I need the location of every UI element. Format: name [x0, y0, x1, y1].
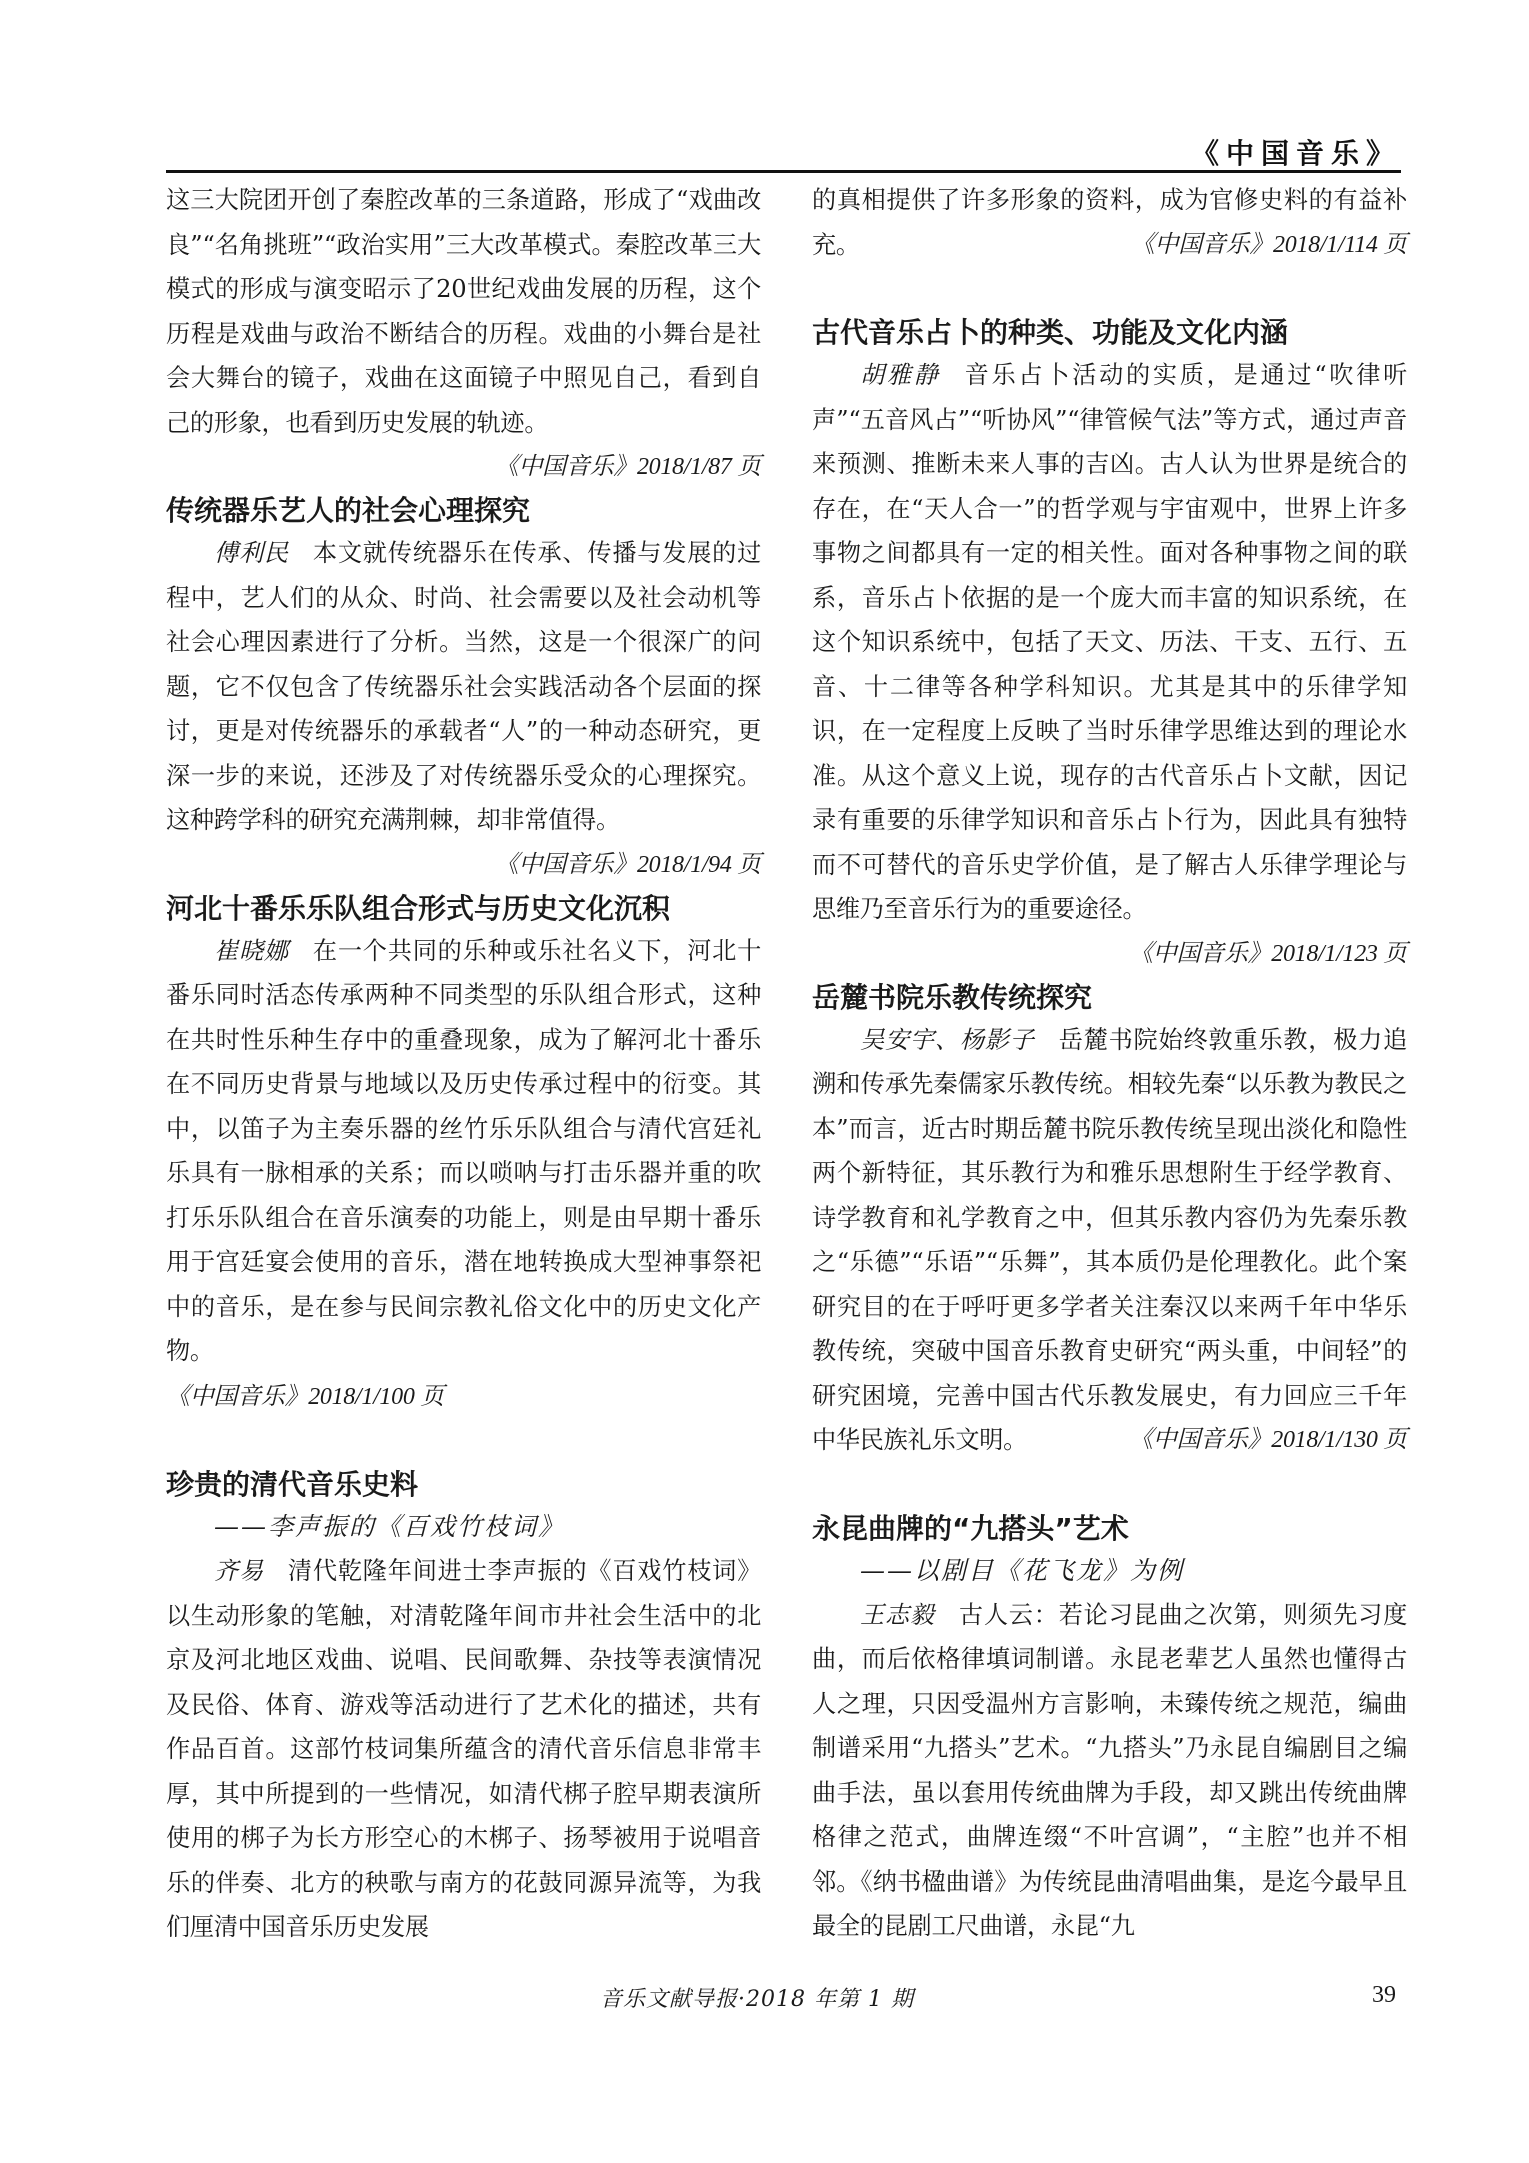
article-title: 古代音乐占卜的种类、功能及文化内涵	[812, 316, 1289, 349]
article-author: 王志毅	[860, 1600, 935, 1629]
article-title: 永昆曲牌的“九搭头”艺术	[812, 1511, 1129, 1545]
article-author: 傅利民	[214, 539, 289, 567]
footer-journal-issue: 音乐文献导报·2018 年第 1 期	[600, 1987, 914, 2012]
article-body	[166, 178, 761, 480]
journal-header: 《中国音乐》	[1190, 137, 1401, 170]
article-source: 《中国音乐》2018/1/130 页	[1129, 1427, 1407, 1453]
article-source: 《中国音乐》2018/1/94 页	[494, 851, 761, 878]
article	[812, 313, 1407, 967]
article-source-line	[166, 1374, 761, 1420]
header-rule	[166, 170, 1401, 173]
article-body	[166, 1549, 761, 1950]
article-body	[812, 353, 1407, 967]
article-text: 本文就传统器乐在传承、传播与发展的过程中，艺人们的从众、时尚、社会需要以及社会动机等社会心理因素进行了分析。当然，这是一个很深广的问题，它不仅包含了传统器乐社会实践活动各个层面的探讨，更是对传统器乐的承载者“人”的一种动态研究，更深一步的来说，还涉及了对传统器乐受众的心理探究。这种跨学科的研究充满荆棘，却非常值得。	[166, 539, 761, 834]
article-subtitle: ——以剧目《花飞龙》为例	[860, 1555, 1185, 1585]
article-author: 吴安宇、杨影子	[860, 1025, 1035, 1054]
continuation-article	[812, 178, 1407, 267]
article-title: 岳麓书院乐教传统探究	[812, 980, 1093, 1014]
article-author: 崔晓娜	[214, 936, 289, 965]
article-body	[812, 1593, 1407, 1949]
article-body	[166, 531, 761, 878]
article-text: 在一个共同的乐种或乐社名义下，河北十番乐同时活态传承两种不同类型的乐队组合形式，这种在共时性乐种生存中的重叠现象，成为了解河北十番乐在不同历史背景与地域以及历史传承过程中的衍变。其中，以笛子为主奏乐器的丝竹乐乐队组合与清代宫廷礼乐具有一脉相承的关系；而以唢呐与打击乐器并重的吹打乐乐队组合在音乐演奏的功能上，则是由早期十番乐用于宫廷宴会使用的音乐，潜在地转换成大型神事祭祀中的音乐，是在参与民间宗教礼俗文化中的历史文化产物。	[166, 936, 761, 1365]
page-number: 39	[1372, 1982, 1396, 2008]
article	[812, 1509, 1407, 1949]
article	[166, 889, 761, 1420]
article-text: 清代乾隆年间进士李声振的《百戏竹枝词》以生动形象的笔触，对清乾隆年间市井社会生活中的北京及河北地区戏曲、说唱、民间歌舞、杂技等表演情况及民俗、体育、游戏等活动进行了艺术化的描述，共有作品百首。这部竹枝词集所蕴含的清代音乐信息非常丰厚，其中所提到的一些情况，如清代梆子腔早期表演所使用的梆子为长方形空心的木梆子、扬琴被用于说唱音乐的伴奏、北方的秧歌与南方的花鼓同源异流等，为我们厘清中国音乐历史发展	[166, 1557, 761, 1941]
article-source: 《中国音乐》2018/1/123 页	[1129, 940, 1407, 967]
article-author: 胡雅静	[860, 361, 941, 389]
article-text: 音乐占卜活动的实质，是通过“吹律听声”“五音风占”“听协风”“律管候气法”等方式，通过声音来预测、推断未来人事的吉凶。古人认为世界是统合的存在，在“天人合一”的哲学观与宇宙观中，世界上许多事物之间都具有一定的相关性。面对各种事物之间的联系，音乐占卜依据的是一个庞大而丰富的知识系统，在这个知识系统中，包括了天文、历法、干支、五行、五音、十二律等各种学科知识。尤其是其中的乐律学知识，在一定程度上反映了当时乐律学思维达到的理论水准。从这个意义上说，现存的古代音乐占卜文献，因记录有重要的乐律学知识和音乐占卜行为，因此具有独特而不可替代的音乐史学价值，是了解古人乐律学理论与思维乃至音乐行为的重要途径。	[812, 361, 1407, 923]
article	[166, 491, 761, 878]
article-text: 岳麓书院始终敦重乐教，极力追溯和传承先秦儒家乐教传统。相较先秦“以乐教为教民之本”而言，近古时期岳麓书院乐教传统呈现出淡化和隐性两个新特征，其乐教行为和雅乐思想附生于经学教育、诗学教育和礼学教育之中，但其乐教内容仍为先秦乐教之“乐德”“乐语”“乐舞”，其本质仍是伦理教化。此个案研究目的在于呼吁更多学者关注秦汉以来两千年中华乐教传统，突破中国音乐教育史研究“两头重，中间轻”的研究困境，完善中国古代乐教发展史，有力回应三千年中华民族礼乐文明。	[812, 1025, 1407, 1454]
left-column	[166, 178, 761, 1950]
article	[166, 1465, 761, 1950]
article-subtitle: ——李声振的《百戏竹枝词》	[214, 1512, 566, 1541]
article-source: 《中国音乐》2018/1/100 页	[166, 1383, 444, 1410]
article-text: 古人云：若论习昆曲之次第，则须先习度曲，而后依格律填词制谱。永昆老辈艺人虽然也懂得古人之理，只因受温州方言影响，未臻传统之规范，编曲制谱采用“九搭头”艺术。“九搭头”乃永昆自编剧目之编曲手法，虽以套用传统曲牌为手段，却又跳出传统曲牌格律之范式，曲牌连缀“不叶宫调”，“主腔”也并不相邻。《纳书楹曲谱》为传统昆曲清唱曲集，是迄今最早且最全的昆剧工尺曲谱，永昆“九	[812, 1600, 1407, 1940]
article-source: 《中国音乐》2018/1/114 页	[1130, 231, 1407, 258]
article-author: 齐易	[214, 1557, 264, 1585]
article-title: 河北十番乐乐队组合形式与历史文化沉积	[166, 891, 671, 925]
article	[812, 978, 1407, 1463]
article-body	[166, 929, 761, 1374]
article-source: 《中国音乐》2018/1/87 页	[494, 454, 761, 480]
article-title: 珍贵的清代音乐史料	[166, 1468, 419, 1501]
article-title: 传统器乐艺人的社会心理探究	[166, 494, 531, 527]
article-body	[812, 178, 1407, 267]
right-column	[812, 178, 1407, 1949]
article-body	[812, 1018, 1407, 1463]
continuation-article	[166, 178, 761, 480]
article-text: 这三大院团开创了秦腔改革的三条道路，形成了“戏曲改良”“名角挑班”“政治实用”三大改革模式。秦腔改革三大模式的形成与演变昭示了20世纪戏曲发展的历程，这个历程是戏曲与政治不断结合的历程。戏曲的小舞台是社会大舞台的镜子，戏曲在这面镜子中照见自己，看到自己的形象，也看到历史发展的轨迹。	[166, 186, 761, 437]
article-text: 的真相提供了许多形象的资料，成为官修史料的有益补充。	[812, 186, 1407, 259]
